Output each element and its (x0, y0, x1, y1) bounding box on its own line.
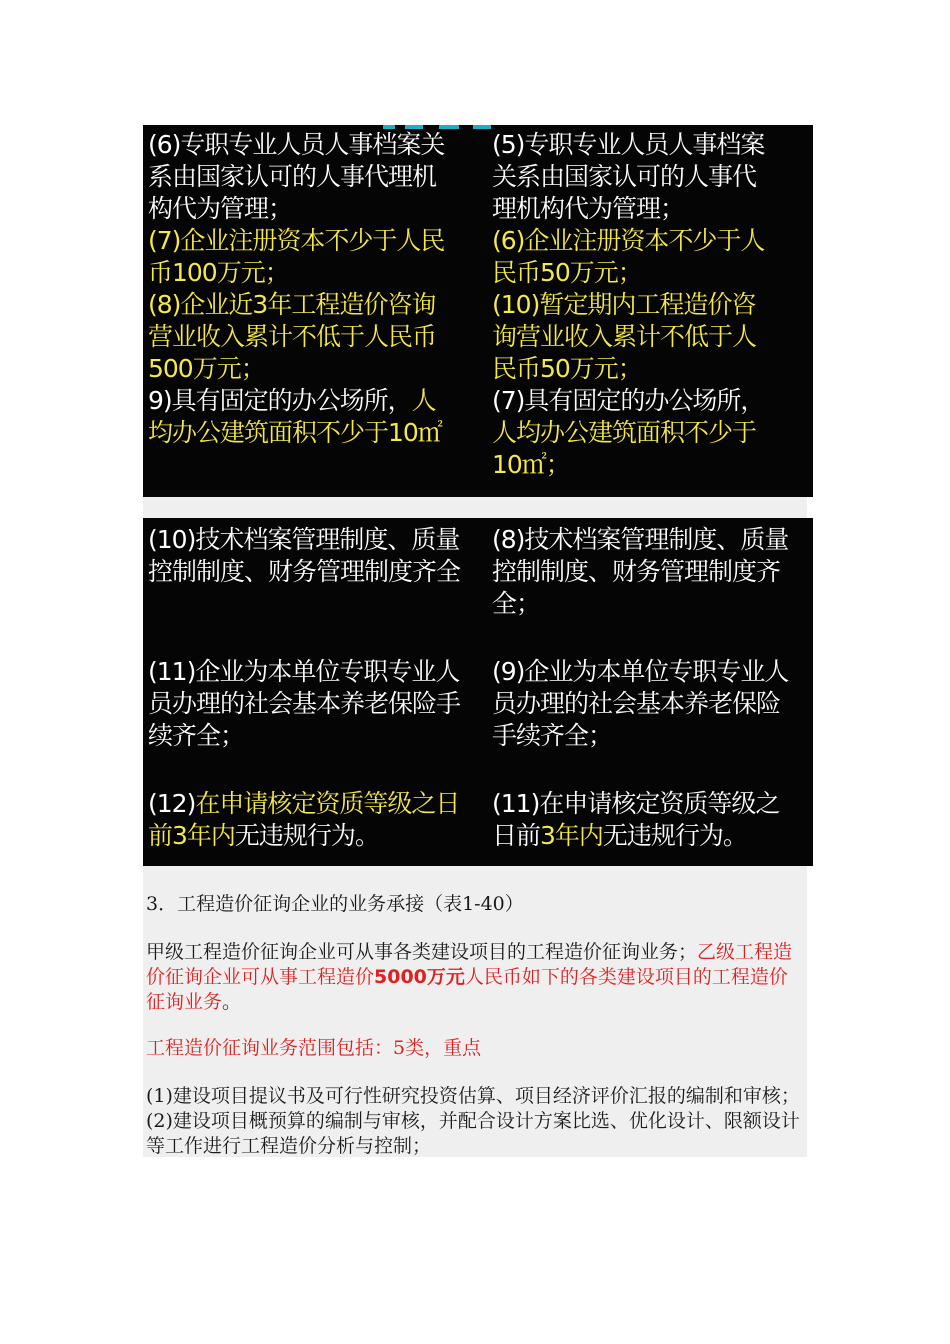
requirement-line: 系由国家认可的人事代理机 (148, 162, 437, 191)
requirement-line: (5)专职专业人员人事档案 (492, 130, 765, 159)
grade-a-column (148, 129, 484, 449)
requirement-10: (10)技术档案管理制度、质量 控制制度、财务管理制度齐全 (148, 525, 461, 586)
paragraph-scope-summary: 工程造价征询业务范围包括：5类，重点 (146, 1037, 482, 1059)
requirement-line: 9)具有固定的办公场所，人 (148, 386, 436, 415)
requirement-line: (6)企业注册资本不少于人 (492, 226, 765, 255)
requirement-line: (10)暂定期内工程造价咨 (492, 290, 756, 319)
requirement-8: (8)技术档案管理制度、质量 控制制度、财务管理制度齐 全； (492, 525, 789, 618)
requirement-line: (7)企业注册资本不少于人民 (148, 226, 445, 255)
requirement-line: 营业收入累计不低于人民币 (148, 322, 437, 351)
requirement-line: 民币50万元； (492, 258, 642, 287)
requirement-line: 币100万元； (148, 258, 289, 287)
requirement-11-b: (11)在申请核定资质等级之 日前3年内无违规行为。 (492, 789, 780, 850)
requirement-line: (8)企业近3年工程造价咨询 (148, 290, 436, 319)
requirement-line: 询营业收入累计不低于人 (492, 322, 757, 351)
requirement-9: (9)企业为本单位专职专业人 员办理的社会基本养老保险 手续齐全； (492, 657, 789, 750)
paragraph-business-scope: 甲级工程造价征询企业可从事各类建设项目的工程造价征询业务；乙级工程造价征询企业可从事工程造价5000万元人民币如下的各类建设项目的工程造价征询业务。 (146, 941, 793, 1013)
requirement-line: 人均办公建筑面积不少于 (492, 418, 757, 447)
requirement-line: 构代为管理； (148, 194, 293, 223)
requirement-11: (11)企业为本单位专职专业人 员办理的社会基本养老保险手 续齐全； (148, 657, 461, 750)
requirement-line: 关系由国家认可的人事代 (492, 162, 757, 191)
requirement-line: (6)专职专业人员人事档案关 (148, 130, 445, 159)
section-heading: 3．工程造价征询企业的业务承接（表1-40） (146, 893, 524, 915)
requirement-12: (12)在申请核定资质等级之日 前3年内无违规行为。 (148, 789, 460, 850)
grade-b-column (492, 129, 810, 481)
qualification-image-1 (143, 125, 813, 497)
requirement-line: 民币50万元； (492, 354, 642, 383)
requirement-line: 500万元； (148, 354, 265, 383)
requirement-line: (7)具有固定的办公场所， (492, 386, 765, 415)
requirement-line: 10㎡； (492, 450, 570, 479)
qualification-image-2 (143, 518, 813, 866)
paragraph-scope-items: (1)建设项目提议书及可行性研究投资估算、项目经济评价汇报的编制和审核；(2)建设项目概预算的编制与审核，并配合设计方案比选、优化设计、限额设计等工作进行工程造价分析与控制； (146, 1085, 800, 1157)
requirement-line: 均办公建筑面积不少于10㎡ (148, 418, 442, 447)
requirement-line: 理机构代为管理； (492, 194, 685, 223)
